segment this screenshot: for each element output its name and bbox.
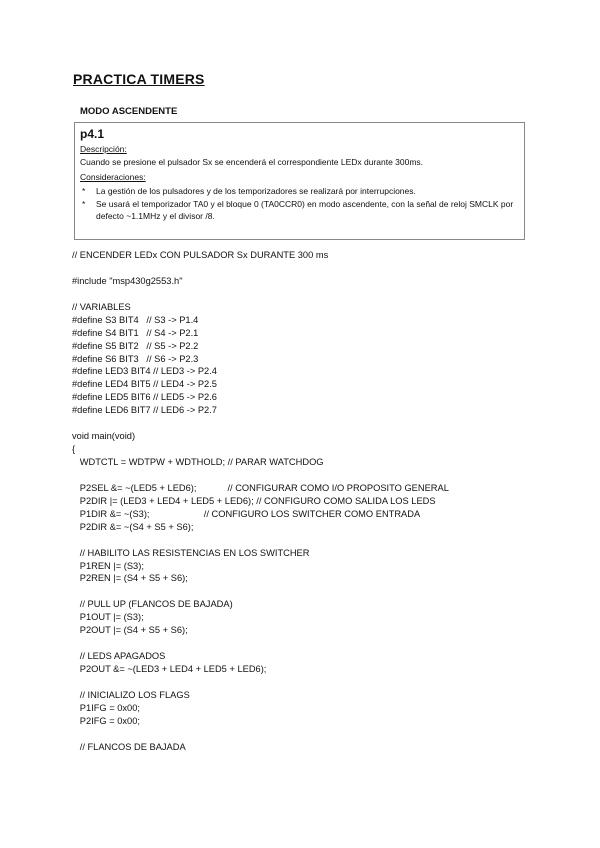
code-line: #include "msp430g2553.h" <box>72 275 183 286</box>
code-line: P2REN |= (S4 + S5 + S6); <box>72 573 188 584</box>
code-line <box>72 728 532 741</box>
code-line: // ENCENDER LEDx CON PULSADOR Sx DURANTE 300 ms <box>72 250 329 260</box>
code-line <box>72 534 532 547</box>
code-line: P2DIR &= ~(S4 + S5 + S6); <box>72 521 194 532</box>
code-line: // PULL UP (FLANCOS DE BAJADA) <box>72 599 233 610</box>
code-line: #define S4 BIT1 // S4 -> P2.1 <box>72 327 199 338</box>
exercise-box <box>74 122 525 240</box>
code-line: #define S3 BIT4 // S3 -> P1.4 <box>72 314 199 325</box>
code-line: #define LED3 BIT4 // LED3 -> P2.4 <box>72 366 217 377</box>
code-line: void main(void) <box>72 431 136 442</box>
code-line: P1DIR &= ~(S3); // CONFIGURO LOS SWITCHER COMO ENTRADA <box>72 508 421 519</box>
code-line: { <box>72 444 76 455</box>
document-title: PRACTICA TIMERS <box>73 71 205 87</box>
code-line: // HABILITO LAS RESISTENCIAS EN LOS SWITCHER <box>72 547 310 558</box>
code-line: // FLANCOS DE BAJADA <box>72 741 186 752</box>
code-line: P2IFG = 0x00; <box>72 715 140 726</box>
code-line <box>72 288 532 301</box>
consideration-text: Se usará el temporizador TA0 y el bloque 0 (TA0CCR0) en modo ascendente, con la señal de reloj SMCLK por defecto ~1.1MHz y el divisor /8. <box>96 199 514 221</box>
code-line: P2DIR |= (LED3 + LED4 + LED5 + LED6); // CONFIGURO COMO SALIDA LOS LEDS <box>72 495 436 506</box>
code-line: P2OUT &= ~(LED3 + LED4 + LED5 + LED6); <box>72 664 267 674</box>
section-label: MODO ASCENDENTE <box>80 106 178 117</box>
code-line <box>72 676 532 689</box>
code-line: P2OUT |= (S4 + S5 + S6); <box>72 625 188 636</box>
exercise-title: p4.1 <box>80 127 105 141</box>
code-line: #define LED6 BIT7 // LED6 -> P2.7 <box>72 405 217 416</box>
code-line: #define LED4 BIT5 // LED4 -> P2.5 <box>72 379 217 390</box>
code-line: P1OUT |= (S3); <box>72 612 144 623</box>
code-line: #define S6 BIT3 // S6 -> P2.3 <box>72 353 199 364</box>
code-line <box>72 637 532 650</box>
considerations-list <box>80 185 519 222</box>
code-line: // LEDS APAGADOS <box>72 651 166 662</box>
considerations-heading: Consideraciones: <box>80 172 146 182</box>
bullet-icon: * <box>82 199 86 209</box>
code-line: P2SEL &= ~(LED5 + LED6); // CONFIGURAR COMO I/O PROPOSITO GENERAL <box>72 482 449 493</box>
consideration-item <box>80 198 519 222</box>
code-line <box>72 417 532 430</box>
code-listing <box>72 249 532 754</box>
description-heading: Descripción: <box>80 144 127 154</box>
code-line: WDTCTL = WDTPW + WDTHOLD; // PARAR WATCHDOG <box>72 457 324 467</box>
code-line: P1IFG = 0x00; <box>72 702 140 713</box>
code-line: // VARIABLES <box>72 301 131 312</box>
code-line <box>72 469 532 482</box>
code-line: // INICIALIZO LOS FLAGS <box>72 689 190 700</box>
code-line: #define S5 BIT2 // S5 -> P2.2 <box>72 340 199 351</box>
code-line <box>72 262 532 275</box>
description-text: Cuando se presione el pulsador Sx se encenderá el correspondiente LEDx durante 300ms. <box>80 157 424 167</box>
code-line: P1REN |= (S3); <box>72 560 144 571</box>
bullet-icon: * <box>82 186 86 196</box>
code-line <box>72 585 532 598</box>
consideration-item <box>80 185 519 197</box>
code-line: #define LED5 BIT6 // LED5 -> P2.6 <box>72 392 217 403</box>
consideration-text: La gestión de los pulsadores y de los temporizadores se realizará por interrupciones. <box>96 186 416 196</box>
